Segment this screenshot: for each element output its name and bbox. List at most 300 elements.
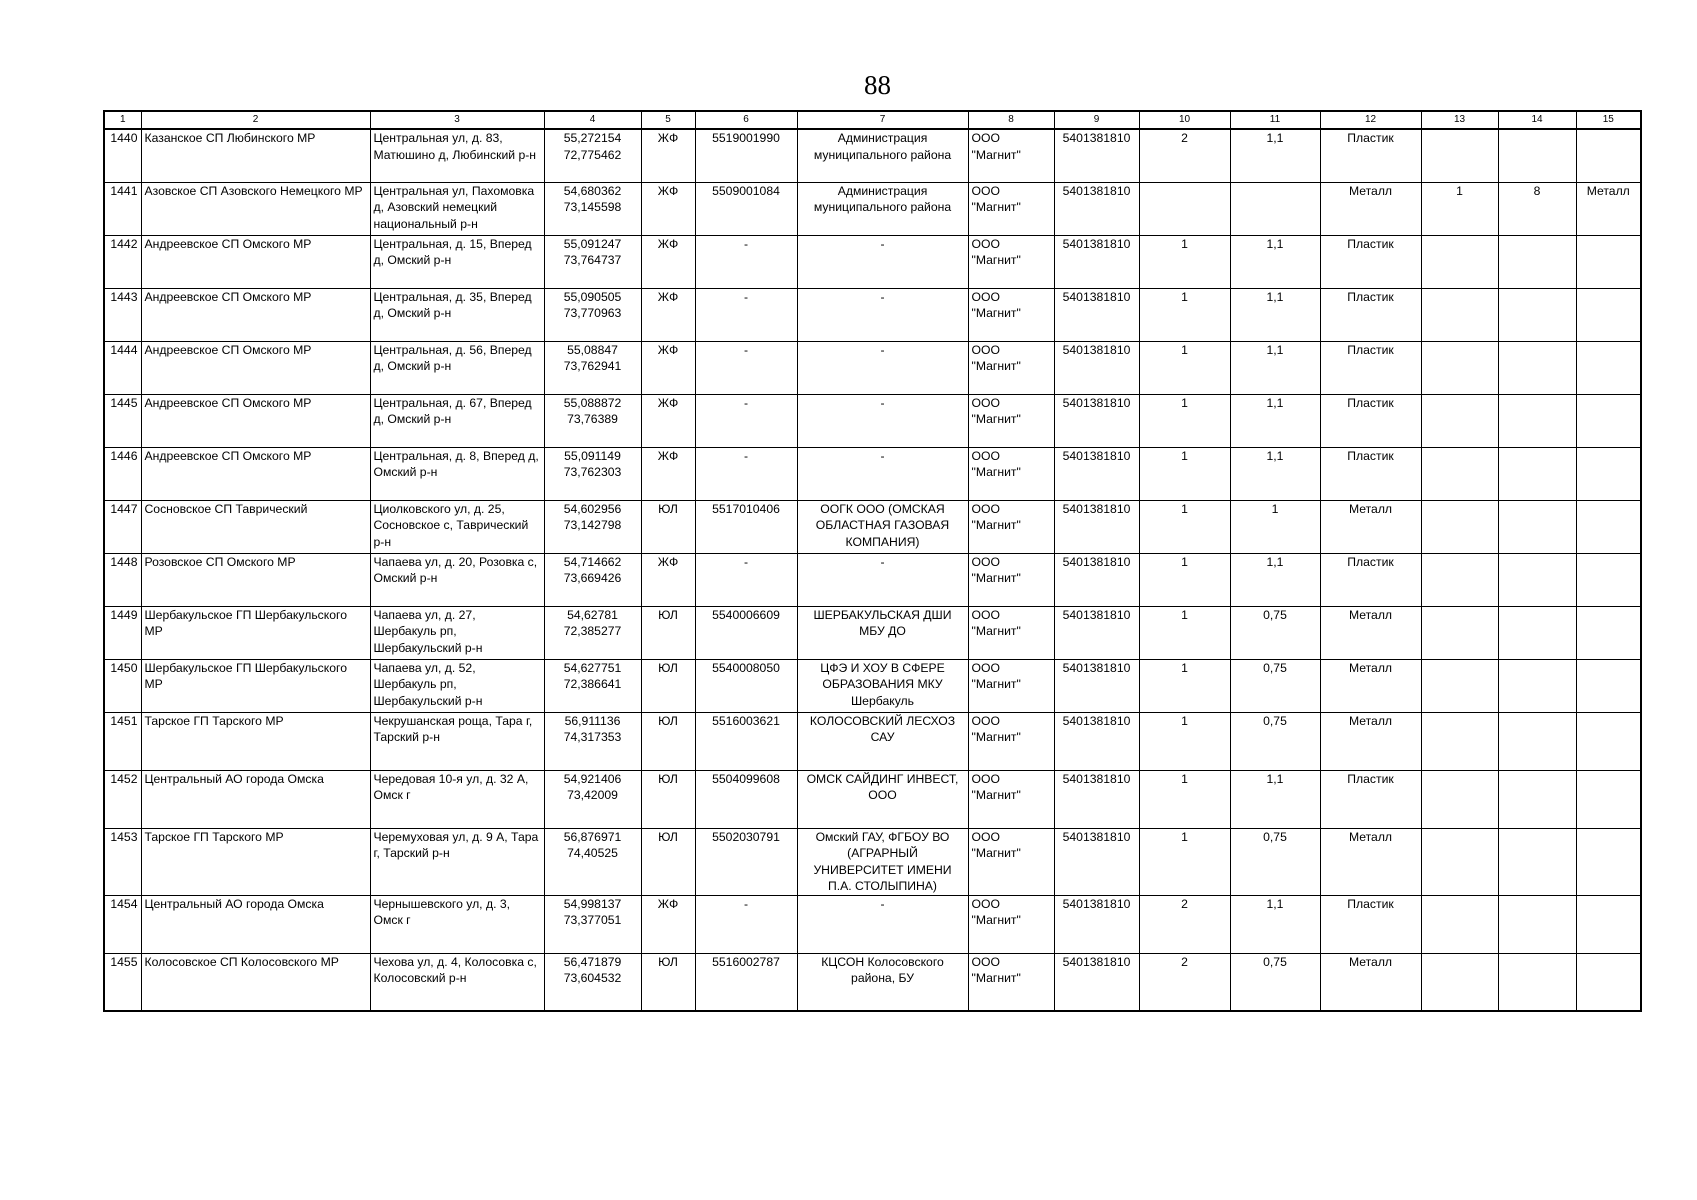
operator-cell: ООО "Магнит" xyxy=(968,828,1054,895)
col13-cell xyxy=(1421,606,1498,659)
container-volume-cell: 1,1 xyxy=(1230,553,1320,606)
operator-inn-cell: 5401381810 xyxy=(1054,828,1139,895)
row-number: 1441 xyxy=(104,182,141,235)
operator-cell: ООО "Магнит" xyxy=(968,182,1054,235)
owner-inn-cell: 5516002787 xyxy=(695,953,797,1011)
table-row xyxy=(104,235,1641,288)
object-type-cell: ЖФ xyxy=(641,895,695,953)
operator-inn-cell: 5401381810 xyxy=(1054,500,1139,553)
operator-inn-cell: 5401381810 xyxy=(1054,953,1139,1011)
column-number-14: 14 xyxy=(1498,111,1576,129)
object-type-cell: ЖФ xyxy=(641,447,695,500)
owner-name-cell: ЦФЭ И ХОУ В СФЕРЕ ОБРАЗОВАНИЯ МКУ Шербакуль xyxy=(797,659,968,712)
col14-cell xyxy=(1498,129,1576,182)
col14-cell xyxy=(1498,828,1576,895)
address-cell: Чередовая 10-я ул, д. 32 А, Омск г xyxy=(370,770,544,828)
col15-cell xyxy=(1576,447,1641,500)
owner-inn-cell: 5540006609 xyxy=(695,606,797,659)
col15-cell xyxy=(1576,659,1641,712)
container-volume-cell: 0,75 xyxy=(1230,606,1320,659)
latitude: 55,08847 xyxy=(567,342,618,357)
operator-cell: ООО "Магнит" xyxy=(968,953,1054,1011)
container-volume-cell: 1,1 xyxy=(1230,341,1320,394)
coordinates-cell xyxy=(544,553,641,606)
address-cell: Чекрушанская роща, Тара г, Тарский р-н xyxy=(370,712,544,770)
longitude: 73,142798 xyxy=(563,518,622,532)
longitude: 73,762303 xyxy=(563,465,622,479)
operator-cell: ООО "Магнит" xyxy=(968,447,1054,500)
column-number-12: 12 xyxy=(1320,111,1421,129)
owner-name-cell: - xyxy=(797,394,968,447)
container-material-cell: Пластик xyxy=(1320,770,1421,828)
container-count-cell: 1 xyxy=(1139,288,1230,341)
owner-inn-cell: - xyxy=(695,394,797,447)
operator-cell: ООО "Магнит" xyxy=(968,895,1054,953)
latitude: 54,921406 xyxy=(563,771,622,786)
owner-inn-cell: 5517010406 xyxy=(695,500,797,553)
col13-cell xyxy=(1421,235,1498,288)
coordinates-cell xyxy=(544,712,641,770)
operator-cell: ООО "Магнит" xyxy=(968,288,1054,341)
col13-cell xyxy=(1421,394,1498,447)
owner-inn-cell: - xyxy=(695,895,797,953)
col15-cell xyxy=(1576,129,1641,182)
owner-name-cell: КЦСОН Колосовского района, БУ xyxy=(797,953,968,1011)
table-row xyxy=(104,770,1641,828)
longitude: 73,762941 xyxy=(563,359,622,373)
operator-inn-cell: 5401381810 xyxy=(1054,129,1139,182)
container-volume-cell: 1,1 xyxy=(1230,447,1320,500)
table-row xyxy=(104,606,1641,659)
settlement-cell: Розовское СП Омского МР xyxy=(141,553,370,606)
latitude: 55,272154 xyxy=(563,131,622,145)
container-volume-cell: 1,1 xyxy=(1230,895,1320,953)
address-cell: Центральная, д. 8, Вперед д, Омский р-н xyxy=(370,447,544,500)
col13-cell xyxy=(1421,447,1498,500)
column-number-5: 5 xyxy=(641,111,695,129)
col14-cell xyxy=(1498,394,1576,447)
container-volume-cell: 1,1 xyxy=(1230,288,1320,341)
container-volume-cell: 0,75 xyxy=(1230,953,1320,1011)
container-material-cell: Металл xyxy=(1320,953,1421,1011)
object-type-cell: ЖФ xyxy=(641,182,695,235)
table-body xyxy=(104,129,1641,1011)
col15-cell xyxy=(1576,394,1641,447)
operator-inn-cell: 5401381810 xyxy=(1054,606,1139,659)
table-row xyxy=(104,182,1641,235)
latitude: 54,627751 xyxy=(563,660,622,675)
container-material-cell: Пластик xyxy=(1320,447,1421,500)
address-cell: Центральная, д. 67, Вперед д, Омский р-н xyxy=(370,394,544,447)
container-count-cell: 1 xyxy=(1139,235,1230,288)
page-number: 88 xyxy=(864,70,891,100)
coordinates-cell xyxy=(544,659,641,712)
latitude: 55,091247 xyxy=(563,236,622,251)
row-number: 1446 xyxy=(104,447,141,500)
address-cell: Центральная ул, д. 83, Матюшино д, Любинский р-н xyxy=(370,129,544,182)
col13-cell xyxy=(1421,288,1498,341)
table-row xyxy=(104,895,1641,953)
settlement-cell: Центральный АО города Омска xyxy=(141,895,370,953)
row-number: 1452 xyxy=(104,770,141,828)
col13-cell xyxy=(1421,659,1498,712)
operator-inn-cell: 5401381810 xyxy=(1054,659,1139,712)
col14-cell xyxy=(1498,606,1576,659)
owner-inn-cell: - xyxy=(695,447,797,500)
col13-cell xyxy=(1421,341,1498,394)
column-number-9: 9 xyxy=(1054,111,1139,129)
table-row xyxy=(104,129,1641,182)
address-cell: Чапаева ул, д. 52, Шербакуль рп, Шербакульский р-н xyxy=(370,659,544,712)
col15-cell xyxy=(1576,553,1641,606)
longitude: 73,770963 xyxy=(563,306,622,320)
container-material-cell: Пластик xyxy=(1320,235,1421,288)
settlement-cell: Колосовское СП Колосовского МР xyxy=(141,953,370,1011)
col15-cell xyxy=(1576,828,1641,895)
coordinates-cell xyxy=(544,500,641,553)
object-type-cell: ЖФ xyxy=(641,341,695,394)
column-number-1: 1 xyxy=(104,111,141,129)
settlement-cell: Казанское СП Любинского МР xyxy=(141,129,370,182)
operator-inn-cell: 5401381810 xyxy=(1054,553,1139,606)
coordinates-cell xyxy=(544,606,641,659)
col13-cell: 1 xyxy=(1421,182,1498,235)
address-cell: Черемуховая ул, д. 9 А, Тара г, Тарский р-н xyxy=(370,828,544,895)
longitude: 73,604532 xyxy=(563,971,622,985)
row-number: 1444 xyxy=(104,341,141,394)
longitude: 73,377051 xyxy=(563,913,622,927)
object-type-cell: ЖФ xyxy=(641,288,695,341)
container-count-cell: 1 xyxy=(1139,712,1230,770)
operator-inn-cell: 5401381810 xyxy=(1054,447,1139,500)
owner-inn-cell: - xyxy=(695,235,797,288)
row-number: 1450 xyxy=(104,659,141,712)
settlement-cell: Андреевское СП Омского МР xyxy=(141,394,370,447)
operator-inn-cell: 5401381810 xyxy=(1054,235,1139,288)
operator-cell: ООО "Магнит" xyxy=(968,770,1054,828)
settlement-cell: Центральный АО города Омска xyxy=(141,770,370,828)
container-count-cell: 1 xyxy=(1139,770,1230,828)
settlement-cell: Тарское ГП Тарского МР xyxy=(141,828,370,895)
operator-cell: ООО "Магнит" xyxy=(968,659,1054,712)
owner-name-cell: - xyxy=(797,447,968,500)
col14-cell xyxy=(1498,341,1576,394)
object-type-cell: ЮЛ xyxy=(641,828,695,895)
col14-cell xyxy=(1498,895,1576,953)
address-cell: Циолковского ул, д. 25, Сосновское с, Таврический р-н xyxy=(370,500,544,553)
container-volume-cell xyxy=(1230,182,1320,235)
table-row xyxy=(104,341,1641,394)
container-count-cell: 1 xyxy=(1139,553,1230,606)
row-number: 1443 xyxy=(104,288,141,341)
address-cell: Центральная, д. 56, Вперед д, Омский р-н xyxy=(370,341,544,394)
coordinates-cell xyxy=(544,182,641,235)
container-count-cell: 1 xyxy=(1139,659,1230,712)
address-cell: Центральная ул, Пахомовка д, Азовский немецкий национальный р-н xyxy=(370,182,544,235)
operator-cell: ООО "Магнит" xyxy=(968,394,1054,447)
settlement-cell: Андреевское СП Омского МР xyxy=(141,447,370,500)
owner-inn-cell: 5540008050 xyxy=(695,659,797,712)
object-type-cell: ЮЛ xyxy=(641,500,695,553)
owner-name-cell: ОМСК САЙДИНГ ИНВЕСТ, ООО xyxy=(797,770,968,828)
container-count-cell: 1 xyxy=(1139,447,1230,500)
latitude: 54,714662 xyxy=(563,554,622,569)
longitude: 74,317353 xyxy=(563,730,622,744)
table-row xyxy=(104,394,1641,447)
owner-name-cell: ООГК ООО (ОМСКАЯ ОБЛАСТНАЯ ГАЗОВАЯ КОМПАНИЯ) xyxy=(797,500,968,553)
registry-table xyxy=(103,110,1642,1012)
column-number-header-row xyxy=(104,111,1641,129)
col13-cell xyxy=(1421,500,1498,553)
container-count-cell: 2 xyxy=(1139,895,1230,953)
container-count-cell: 1 xyxy=(1139,394,1230,447)
col13-cell xyxy=(1421,712,1498,770)
col14-cell xyxy=(1498,553,1576,606)
row-number: 1447 xyxy=(104,500,141,553)
owner-inn-cell: - xyxy=(695,341,797,394)
longitude: 72,386641 xyxy=(563,677,622,691)
coordinates-cell xyxy=(544,953,641,1011)
col13-cell xyxy=(1421,895,1498,953)
owner-name-cell: ШЕРБАКУЛЬСКАЯ ДШИ МБУ ДО xyxy=(797,606,968,659)
col15-cell xyxy=(1576,500,1641,553)
latitude: 54,998137 xyxy=(563,896,622,911)
col15-cell xyxy=(1576,288,1641,341)
container-volume-cell: 0,75 xyxy=(1230,828,1320,895)
row-number: 1440 xyxy=(104,129,141,182)
latitude: 56,876971 xyxy=(563,829,622,844)
owner-name-cell: - xyxy=(797,235,968,288)
longitude: 73,764737 xyxy=(563,253,622,267)
address-cell: Чернышевского ул, д. 3, Омск г xyxy=(370,895,544,953)
column-number-7: 7 xyxy=(797,111,968,129)
table-row xyxy=(104,553,1641,606)
container-material-cell: Пластик xyxy=(1320,129,1421,182)
table-row xyxy=(104,659,1641,712)
coordinates-cell xyxy=(544,129,641,182)
container-material-cell: Металл xyxy=(1320,712,1421,770)
col13-cell xyxy=(1421,953,1498,1011)
container-count-cell xyxy=(1139,182,1230,235)
operator-cell: ООО "Магнит" xyxy=(968,712,1054,770)
settlement-cell: Азовское СП Азовского Немецкого МР xyxy=(141,182,370,235)
operator-inn-cell: 5401381810 xyxy=(1054,288,1139,341)
col14-cell xyxy=(1498,235,1576,288)
longitude: 74,40525 xyxy=(567,846,618,860)
operator-cell: ООО "Магнит" xyxy=(968,129,1054,182)
latitude: 56,911136 xyxy=(564,713,621,728)
container-material-cell: Металл xyxy=(1320,828,1421,895)
settlement-cell: Андреевское СП Омского МР xyxy=(141,341,370,394)
col15-cell xyxy=(1576,953,1641,1011)
owner-name-cell: Администрация муниципального района xyxy=(797,129,968,182)
address-cell: Центральная, д. 15, Вперед д, Омский р-н xyxy=(370,235,544,288)
col14-cell xyxy=(1498,953,1576,1011)
container-material-cell: Металл xyxy=(1320,500,1421,553)
container-material-cell: Металл xyxy=(1320,606,1421,659)
owner-name-cell: Администрация муниципального района xyxy=(797,182,968,235)
longitude: 73,42009 xyxy=(567,788,618,802)
container-count-cell: 1 xyxy=(1139,828,1230,895)
operator-inn-cell: 5401381810 xyxy=(1054,770,1139,828)
latitude: 55,091149 xyxy=(564,448,621,463)
col15-cell xyxy=(1576,235,1641,288)
operator-cell: ООО "Магнит" xyxy=(968,500,1054,553)
col15-cell xyxy=(1576,770,1641,828)
row-number: 1448 xyxy=(104,553,141,606)
owner-inn-cell: - xyxy=(695,288,797,341)
col14-cell: 8 xyxy=(1498,182,1576,235)
column-number-2: 2 xyxy=(141,111,370,129)
column-number-15: 15 xyxy=(1576,111,1641,129)
coordinates-cell xyxy=(544,828,641,895)
table-row xyxy=(104,828,1641,895)
table-row xyxy=(104,447,1641,500)
col14-cell xyxy=(1498,447,1576,500)
container-material-cell: Пластик xyxy=(1320,288,1421,341)
table-row xyxy=(104,712,1641,770)
operator-cell: ООО "Магнит" xyxy=(968,606,1054,659)
object-type-cell: ЖФ xyxy=(641,394,695,447)
owner-name-cell: - xyxy=(797,895,968,953)
container-material-cell: Пластик xyxy=(1320,895,1421,953)
col15-cell xyxy=(1576,895,1641,953)
col15-cell xyxy=(1576,606,1641,659)
col14-cell xyxy=(1498,500,1576,553)
container-volume-cell: 0,75 xyxy=(1230,712,1320,770)
container-volume-cell: 1 xyxy=(1230,500,1320,553)
column-number-3: 3 xyxy=(370,111,544,129)
container-count-cell: 2 xyxy=(1139,129,1230,182)
owner-name-cell: - xyxy=(797,341,968,394)
owner-name-cell: - xyxy=(797,288,968,341)
object-type-cell: ЖФ xyxy=(641,235,695,288)
owner-inn-cell: 5509001084 xyxy=(695,182,797,235)
container-material-cell: Металл xyxy=(1320,659,1421,712)
settlement-cell: Андреевское СП Омского МР xyxy=(141,235,370,288)
object-type-cell: ЮЛ xyxy=(641,953,695,1011)
owner-inn-cell: 5516003621 xyxy=(695,712,797,770)
container-material-cell: Пластик xyxy=(1320,341,1421,394)
object-type-cell: ЖФ xyxy=(641,129,695,182)
settlement-cell: Шербакульское ГП Шербакульского МР xyxy=(141,659,370,712)
col13-cell xyxy=(1421,828,1498,895)
object-type-cell: ЖФ xyxy=(641,553,695,606)
operator-inn-cell: 5401381810 xyxy=(1054,182,1139,235)
operator-inn-cell: 5401381810 xyxy=(1054,712,1139,770)
coordinates-cell xyxy=(544,235,641,288)
row-number: 1451 xyxy=(104,712,141,770)
owner-name-cell: КОЛОСОВСКИЙ ЛЕСХОЗ САУ xyxy=(797,712,968,770)
owner-inn-cell: 5502030791 xyxy=(695,828,797,895)
object-type-cell: ЮЛ xyxy=(641,712,695,770)
owner-name-cell: - xyxy=(797,553,968,606)
settlement-cell: Шербакульское ГП Шербакульского МР xyxy=(141,606,370,659)
settlement-cell: Андреевское СП Омского МР xyxy=(141,288,370,341)
object-type-cell: ЮЛ xyxy=(641,606,695,659)
container-volume-cell: 1,1 xyxy=(1230,235,1320,288)
column-number-10: 10 xyxy=(1139,111,1230,129)
longitude: 73,669426 xyxy=(563,571,622,585)
column-number-6: 6 xyxy=(695,111,797,129)
operator-inn-cell: 5401381810 xyxy=(1054,895,1139,953)
row-number: 1442 xyxy=(104,235,141,288)
coordinates-cell xyxy=(544,447,641,500)
coordinates-cell xyxy=(544,394,641,447)
operator-cell: ООО "Магнит" xyxy=(968,553,1054,606)
container-material-cell: Пластик xyxy=(1320,553,1421,606)
container-volume-cell: 1,1 xyxy=(1230,394,1320,447)
address-cell: Чапаева ул, д. 27, Шербакуль рп, Шербакульский р-н xyxy=(370,606,544,659)
address-cell: Чапаева ул, д. 20, Розовка с, Омский р-н xyxy=(370,553,544,606)
col13-cell xyxy=(1421,553,1498,606)
address-cell: Чехова ул, д. 4, Колосовка с, Колосовский р-н xyxy=(370,953,544,1011)
latitude: 54,680362 xyxy=(563,183,622,198)
row-number: 1449 xyxy=(104,606,141,659)
latitude: 54,62781 xyxy=(567,607,618,622)
col13-cell xyxy=(1421,770,1498,828)
container-material-cell: Металл xyxy=(1320,182,1421,235)
operator-cell: ООО "Магнит" xyxy=(968,235,1054,288)
container-volume-cell: 1,1 xyxy=(1230,129,1320,182)
coordinates-cell xyxy=(544,770,641,828)
owner-inn-cell: - xyxy=(695,553,797,606)
column-number-4: 4 xyxy=(544,111,641,129)
col13-cell xyxy=(1421,129,1498,182)
col15-cell xyxy=(1576,712,1641,770)
container-volume-cell: 0,75 xyxy=(1230,659,1320,712)
owner-inn-cell: 5519001990 xyxy=(695,129,797,182)
longitude: 72,775462 xyxy=(563,147,622,162)
longitude: 73,145598 xyxy=(563,200,622,214)
column-number-11: 11 xyxy=(1230,111,1320,129)
container-material-cell: Пластик xyxy=(1320,394,1421,447)
table-row xyxy=(104,953,1641,1011)
column-number-8: 8 xyxy=(968,111,1054,129)
row-number: 1453 xyxy=(104,828,141,895)
settlement-cell: Тарское ГП Тарского МР xyxy=(141,712,370,770)
container-count-cell: 2 xyxy=(1139,953,1230,1011)
latitude: 55,090505 xyxy=(563,289,622,304)
coordinates-cell xyxy=(544,341,641,394)
longitude: 72,385277 xyxy=(563,624,622,638)
owner-inn-cell: 5504099608 xyxy=(695,770,797,828)
col14-cell xyxy=(1498,288,1576,341)
object-type-cell: ЮЛ xyxy=(641,770,695,828)
row-number: 1455 xyxy=(104,953,141,1011)
col15-cell xyxy=(1576,341,1641,394)
row-number: 1445 xyxy=(104,394,141,447)
column-number-13: 13 xyxy=(1421,111,1498,129)
col14-cell xyxy=(1498,659,1576,712)
container-volume-cell: 1,1 xyxy=(1230,770,1320,828)
coordinates-cell xyxy=(544,288,641,341)
address-cell: Центральная, д. 35, Вперед д, Омский р-н xyxy=(370,288,544,341)
settlement-cell: Сосновское СП Таврический xyxy=(141,500,370,553)
owner-name-cell: Омский ГАУ, ФГБОУ ВО (АГРАРНЫЙ УНИВЕРСИТЕТ ИМЕНИ П.А. СТОЛЫПИНА) xyxy=(797,828,968,895)
col14-cell xyxy=(1498,770,1576,828)
operator-inn-cell: 5401381810 xyxy=(1054,394,1139,447)
latitude: 55,088872 xyxy=(563,395,622,410)
coordinates-cell xyxy=(544,895,641,953)
col14-cell xyxy=(1498,712,1576,770)
latitude: 56,471879 xyxy=(563,954,622,969)
operator-inn-cell: 5401381810 xyxy=(1054,341,1139,394)
latitude: 54,602956 xyxy=(563,501,622,516)
row-number: 1454 xyxy=(104,895,141,953)
table-row xyxy=(104,500,1641,553)
operator-cell: ООО "Магнит" xyxy=(968,341,1054,394)
